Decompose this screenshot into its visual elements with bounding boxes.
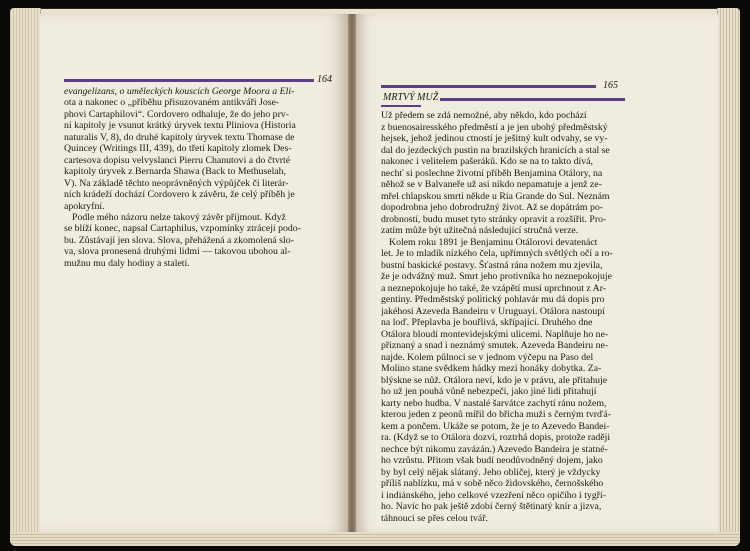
text-line: že je odvážný muž. Smrt jeho protivníka ho neznepokojuje bbox=[381, 271, 612, 282]
text-line: ota a nakonec o „příběhu přisuzovaném antikváři Jose- bbox=[64, 97, 280, 109]
text-line: Quincey (Writings III, 439), do třetí kapitoly zlomek Des- bbox=[64, 143, 292, 155]
text-line: apokryfní. bbox=[64, 200, 105, 212]
text-line: V). Na základě těchto neoprávněných výpůjček či literár- bbox=[64, 177, 289, 189]
right-page-header bbox=[381, 80, 626, 106]
right-page bbox=[352, 14, 718, 532]
header-rule-top bbox=[381, 85, 596, 88]
text-line: se blíží konec, napsal Cartaphilus, vzpomínky ztrácejí podo- bbox=[64, 223, 301, 235]
text-line: hejsek, jehož jedinou ctností je ješitný kult odvahy, se vy- bbox=[381, 133, 608, 144]
text-line: Podle mého názoru nelze takový závěr přijmout. Když bbox=[72, 211, 286, 223]
text-line bbox=[64, 86, 354, 97]
text-line: ra. (Když se to Otálora dozví, roztrhá dopis, protože raději bbox=[381, 432, 611, 443]
text-line: ho už jen pouhá vůně nebezpečí, jako jiné lidi přitahují bbox=[381, 386, 597, 397]
text-line: kterou jeden z peonů mířil do břicha muži s černým tvrďá- bbox=[381, 409, 611, 420]
text-line: bustní baskické postavy. Šťastná rána nožem mu zjevila, bbox=[381, 259, 603, 271]
text-line: a neznepokojuje ho také, že vzápětí musí uprchnout z Ar- bbox=[381, 282, 607, 294]
text-line: kem a pončem. Ukáže se potom, že je to Azevedo Bandei- bbox=[381, 420, 610, 432]
left-page-text bbox=[64, 86, 354, 269]
text-line: phovi Cartaphilovi“. Cordovero odhaluje, že do jeho prv- bbox=[64, 108, 289, 120]
chapter-title: MRTVÝ MUŽ bbox=[383, 92, 439, 103]
text-line: mužnu mu daly hodiny a staletí. bbox=[64, 257, 190, 269]
text-line: Kolem roku 1891 je Benjaminu Otálorovi devatenáct bbox=[389, 236, 598, 248]
book-gutter bbox=[348, 14, 356, 532]
text-line: cartesova dopisu velvyslanci Pierru Chanutovi a do čtvrté bbox=[64, 154, 291, 166]
text-line: i indiánského, jeho celkové vzezření něco opičího i tygří- bbox=[381, 489, 606, 501]
text-line: va, slova pronesená druhými lidmi — takovou ubohou al- bbox=[64, 246, 291, 258]
text-line: táhnoucí se přes celou tvář. bbox=[381, 512, 488, 524]
text-line: ho. Navíc ho pak ještě zdobí černý štětinatý knír a jizva, bbox=[381, 501, 602, 512]
text-line: z buenosairesského předměstí a je jen ubohý předměstský bbox=[381, 121, 608, 133]
header-rule bbox=[64, 79, 314, 82]
text-line: přiznaný a snad i neznámý smutek. Azeveda Bandeiru ne- bbox=[381, 340, 609, 351]
text-line: dopodrobna jeho dobrodružný život. Až se dopátrám po- bbox=[381, 202, 604, 213]
text-line: mřel chlapskou smrtí někde u Ria Grande do Sul. Neznám bbox=[381, 190, 610, 202]
text-line: by byl celý nějak slátaný. Jeho obličej, který je vždycky bbox=[381, 466, 601, 478]
text-line: najde. Kolem půlnoci se v jednom výčepu na Paso del bbox=[381, 351, 594, 363]
text-line: Otálora bloudí montevidejskými ulicemi. Naplňuje ho ne- bbox=[381, 328, 609, 340]
text-line: karty nebo hudba. V nastalé šarvátce zachytí ránu nožem, bbox=[381, 397, 607, 409]
header-rule-bottom bbox=[425, 98, 625, 101]
text-line: blýskne se nůž. Otálora neví, kdo je v právu, ale přitahuje bbox=[381, 374, 608, 386]
text-line: let. Je to mladík nízkého čela, upřímných světlých očí a ro- bbox=[381, 248, 613, 259]
text-line: na loď. Přeplavba je bouřlivá, skřípající. Druhého dne bbox=[381, 317, 593, 328]
left-page bbox=[40, 14, 352, 532]
text-line: drobností, budu muset tyto stránky opravit a rozšířit. Pro- bbox=[381, 213, 607, 225]
text-line: bu. Zůstávají jen slova. Slova, přehážená a zkomolená slo- bbox=[64, 234, 294, 246]
text-line: něhož se v Balvaneře už asi nikdo nepamatuje a jenž ze- bbox=[381, 179, 602, 190]
page-edges-right bbox=[717, 8, 740, 546]
chapter-underline bbox=[381, 105, 421, 107]
text-line: nakonec i velitelem pašeráků. Kdo se na to takto dívá, bbox=[381, 156, 593, 167]
right-page-text bbox=[381, 110, 626, 524]
open-book bbox=[10, 8, 740, 546]
page-number: 165 bbox=[603, 80, 618, 91]
text-line: nechce být nikomu zavázán.) Azevedo Bandeira je statné- bbox=[381, 443, 608, 455]
text-line: Molino stane svědkem hádky mezi honáky dobytka. Za- bbox=[381, 363, 602, 374]
text-line: Už předem se zdá nemožné, aby někdo, kdo pochází bbox=[381, 110, 587, 121]
text-line: kapitoly úryvek z Bernarda Shawa (Back to Methuselah, bbox=[64, 166, 286, 178]
text-line: gentiny. Předměstský politický pohlavár mu dá dopis pro bbox=[381, 294, 605, 305]
text-line: ních krádeží dochází Cordovero k závěru, že celý příběh je bbox=[64, 189, 295, 201]
page-edges-bottom bbox=[10, 532, 740, 546]
page-number: 164 bbox=[317, 74, 332, 85]
page-edges-left bbox=[10, 8, 41, 546]
text-line-italic: evangelizans, o uměleckých kouscích George Moora a Eli- bbox=[64, 86, 295, 97]
text-line: příliš nablízku, má v sobě něco židovského, černošského bbox=[381, 478, 604, 489]
text-line: nechť si poslechne životní příběh Benjamina Otálory, na bbox=[381, 167, 603, 179]
text-line: naturalis V, 8), do druhé kapitoly úryvek textu Thomase de bbox=[64, 131, 295, 143]
text-line: jakéhosi Azeveda Bandeiru v Uruguayi. Otálora nastoupí bbox=[381, 305, 605, 317]
text-line: ní kapitoly je vsunut krátký úryvek textu Pliniova (Historia bbox=[64, 120, 296, 132]
text-line: zatím může být užitečná následující stručná verze. bbox=[381, 225, 579, 236]
text-line: dal do jezdeckých pustin na brazilských hranicích a stal se bbox=[381, 144, 610, 156]
text-line: ho vzrůstu. Přitom však budí neodůvodněný dojem, jako bbox=[381, 455, 603, 466]
